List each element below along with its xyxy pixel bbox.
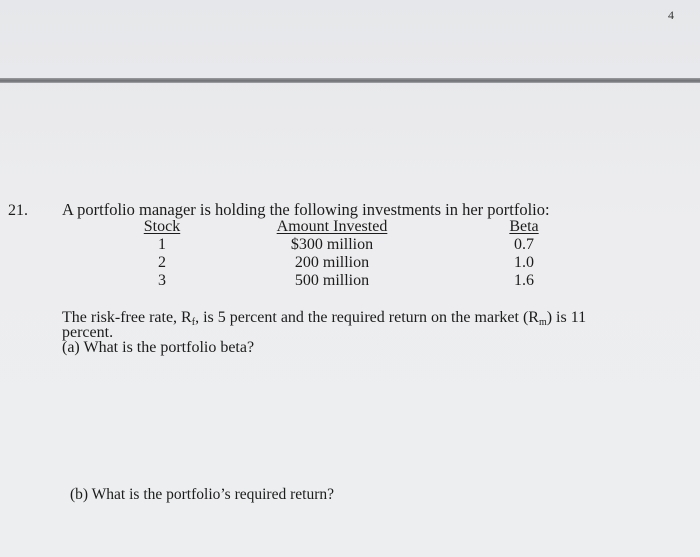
stock-header: Stock (143, 218, 181, 235)
page-number: 4 (668, 8, 674, 22)
beta-cell: 0.7 (514, 236, 534, 253)
beta-column (498, 218, 550, 290)
question-paragraph (62, 310, 682, 355)
amount-cell: 200 million (294, 254, 370, 271)
stock-cell: 1 (158, 236, 166, 253)
part-a-question: (a) What is the portfolio beta? (62, 339, 255, 356)
stock-column (136, 218, 188, 290)
beta-cell: 1.0 (514, 254, 534, 271)
amount-cell: $300 million (290, 236, 374, 253)
amount-column (262, 218, 402, 290)
paragraph-line-1: The risk-free rate, $R_f$, is 5 percent and the required return on the market $(R_m)$ is 11 (62, 309, 587, 328)
paragraph-line-2: percent. (62, 324, 114, 341)
part-b-question: (b) What is the portfolio’s required return? (70, 486, 334, 503)
question-number: 21. (8, 202, 28, 219)
beta-header: Beta (509, 218, 539, 235)
page-divider (0, 78, 700, 83)
beta-cell: 1.6 (514, 272, 534, 289)
amount-cell: 500 million (294, 272, 370, 289)
amount-header: Amount Invested (276, 218, 388, 235)
question-stem: A portfolio manager is holding the following investments in her portfolio: (62, 200, 550, 219)
stock-cell: 2 (158, 254, 166, 271)
stock-cell: 3 (158, 272, 166, 289)
